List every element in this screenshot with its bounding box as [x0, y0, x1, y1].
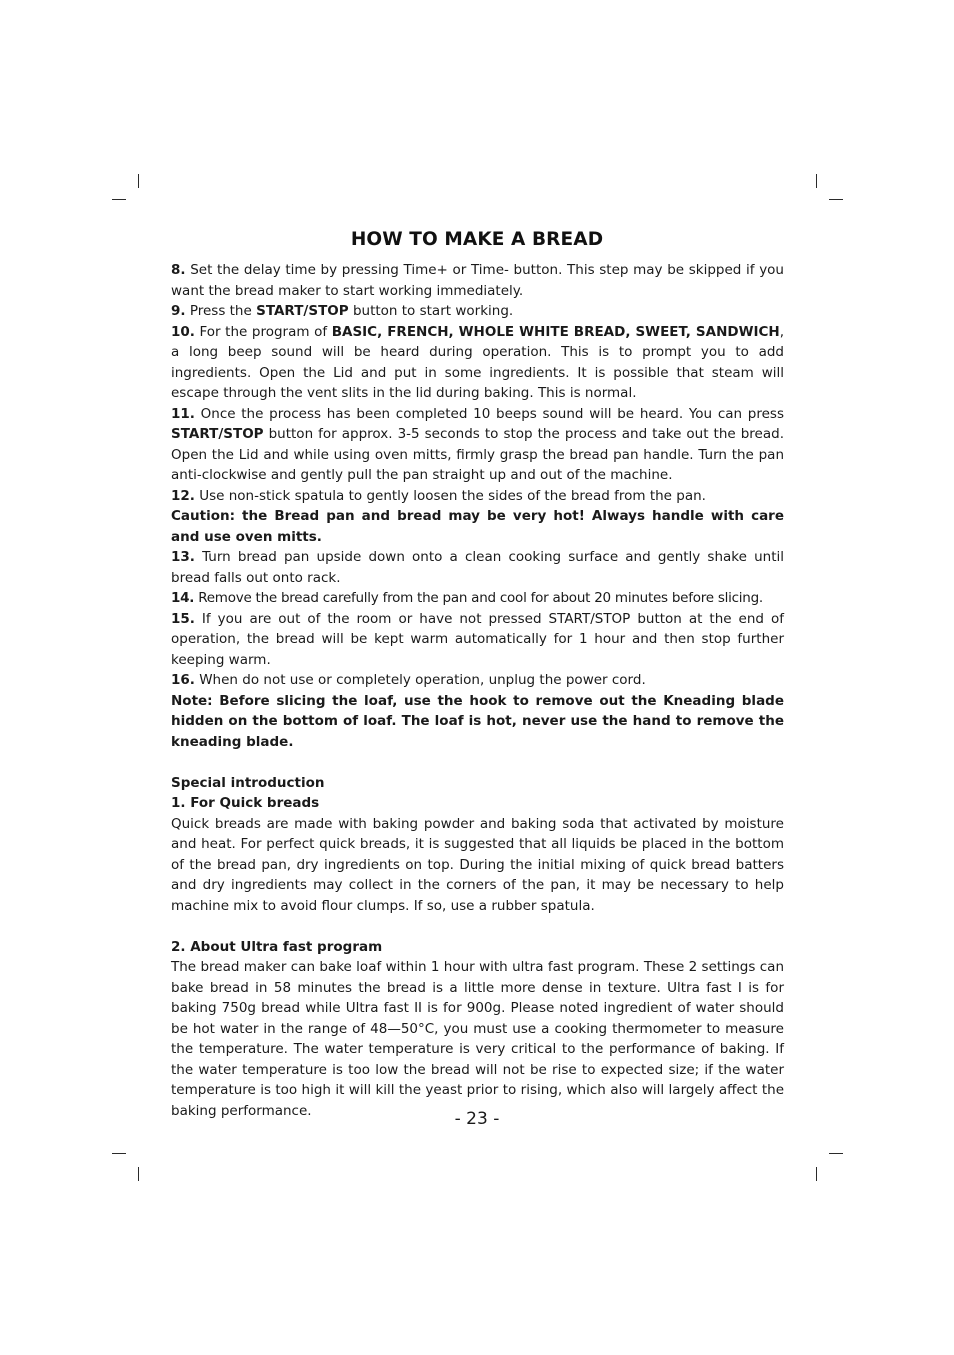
ultra-fast-text: The bread maker can bake loaf within 1 hour with ultra fast program. These 2 settings can bake bread in 58 minutes the bread is a little more dense in texture. Ultra fast I is for baking 750g bread while Ultra fast II is for 900g. Please noted ingredient of water should be hot water in the range of 48—50°C, you must use a cooking thermometer to measure the temperature. The water temperature is very critical to the performance of baking. If the water temperature is too low the bread will not be rise to expected size; if the water temperature is too high it will kill the yeast prior to rising, which also will largely affect the baking performance.	[171, 959, 784, 1119]
step-16	[171, 670, 784, 691]
step-number: 10.	[171, 323, 195, 340]
crop-mark-top-left-horizontal	[112, 199, 126, 200]
step-11	[171, 404, 784, 486]
spacer	[171, 752, 784, 773]
step-text: , a long beep sound will be heard during operation. This is to prompt you to add ingredients. Open the Lid and put in some ingredients. It is possible that steam will escape through the vent slits in the lid during baking. This is normal.	[171, 323, 784, 401]
step-number: 13.	[171, 549, 195, 565]
step-number: 8.	[171, 262, 186, 278]
step-text: Once the process has been completed 10 beeps sound will be heard. You can press	[194, 405, 784, 422]
step-9	[171, 301, 784, 322]
step-bold-text: BASIC, FRENCH, WHOLE WHITE BREAD, SWEET, SANDWICH	[331, 323, 780, 340]
step-bold-text: START/STOP	[171, 426, 264, 442]
step-12	[171, 486, 784, 507]
step-text: button to start working.	[348, 303, 514, 319]
step-text: Remove the bread carefully from the pan and cool for about 20 minutes before slicing.	[194, 590, 763, 606]
note-bold: Note: Before slicing the loaf, use the hook to remove out the Kneading blade hidden on the bottom of loaf. The loaf is hot, never use the hand to remove the kneading blade.	[171, 692, 784, 750]
note-text	[171, 691, 784, 753]
crop-mark-top-left-vertical	[138, 174, 139, 188]
crop-mark-bottom-right-vertical	[816, 1167, 817, 1181]
caution-bold: Caution: the Bread pan and bread may be very hot! Always handle with care and use oven mitts.	[171, 508, 784, 545]
step-number: 14.	[171, 590, 195, 606]
step-number: 11.	[171, 405, 195, 422]
step-10	[171, 322, 784, 404]
step-text: Use non-stick spatula to gently loosen the sides of the bread from the pan.	[194, 487, 706, 504]
step-number: 12.	[171, 487, 195, 504]
step-14	[171, 588, 784, 609]
crop-mark-top-right-vertical	[816, 174, 817, 188]
step-text: Set the delay time by pressing Time+ or Time- button. This step may be skipped if you want the bread maker to start working immediately.	[171, 262, 784, 299]
page-number: - 23 -	[454, 1109, 500, 1129]
crop-mark-top-right-horizontal	[829, 199, 843, 200]
quick-breads-heading: 1. For Quick breads	[171, 795, 320, 811]
step-text: Press the	[185, 303, 257, 319]
step-13	[171, 547, 784, 588]
step-text: Turn bread pan upside down onto a clean cooking surface and gently shake until bread falls out onto rack.	[171, 549, 784, 586]
step-text: If you are out of the room or have not pressed START/STOP button at the end of operation, the bread will be kept warm automatically for 1 hour and then stop further keeping warm.	[171, 610, 784, 668]
crop-mark-bottom-right-horizontal	[829, 1153, 843, 1154]
step-text: When do not use or completely operation, unplug the power cord.	[194, 672, 646, 688]
caution-text	[171, 506, 784, 547]
step-text: button for approx. 3-5 seconds to stop the process and take out the bread. Open the Lid and while using oven mitts, firmly grasp the bread pan handle. Turn the pan anti-clockwise and gently pull the pan straight up and out of the machine.	[171, 426, 784, 483]
manual-content	[171, 260, 784, 1121]
step-number: 9.	[171, 303, 186, 319]
spacer	[171, 916, 784, 937]
step-number: 16.	[171, 672, 195, 688]
step-text: For the program of	[194, 323, 332, 340]
special-heading: Special introduction	[171, 774, 325, 791]
crop-mark-bottom-left-horizontal	[112, 1153, 126, 1154]
page-title: HOW TO MAKE A BREAD	[350, 229, 604, 250]
quick-breads-text: Quick breads are made with baking powder and baking soda that activated by moisture and heat. For perfect quick breads, it is suggested that all liquids be placed in the bottom of the bread pan, dry ingredients on top. During the initial mixing of quick bread batters and dry ingredients may collect in the corners of the pan, it may be necessary to help machine mix to avoid flour clumps. If so, use a rubber spatula.	[171, 815, 784, 914]
step-number: 15.	[171, 610, 195, 627]
step-bold-text: START/STOP	[256, 303, 349, 319]
step-8	[171, 260, 784, 301]
step-15	[171, 609, 784, 671]
crop-mark-bottom-left-vertical	[138, 1167, 139, 1181]
ultra-fast-heading: 2. About Ultra fast program	[171, 938, 383, 955]
